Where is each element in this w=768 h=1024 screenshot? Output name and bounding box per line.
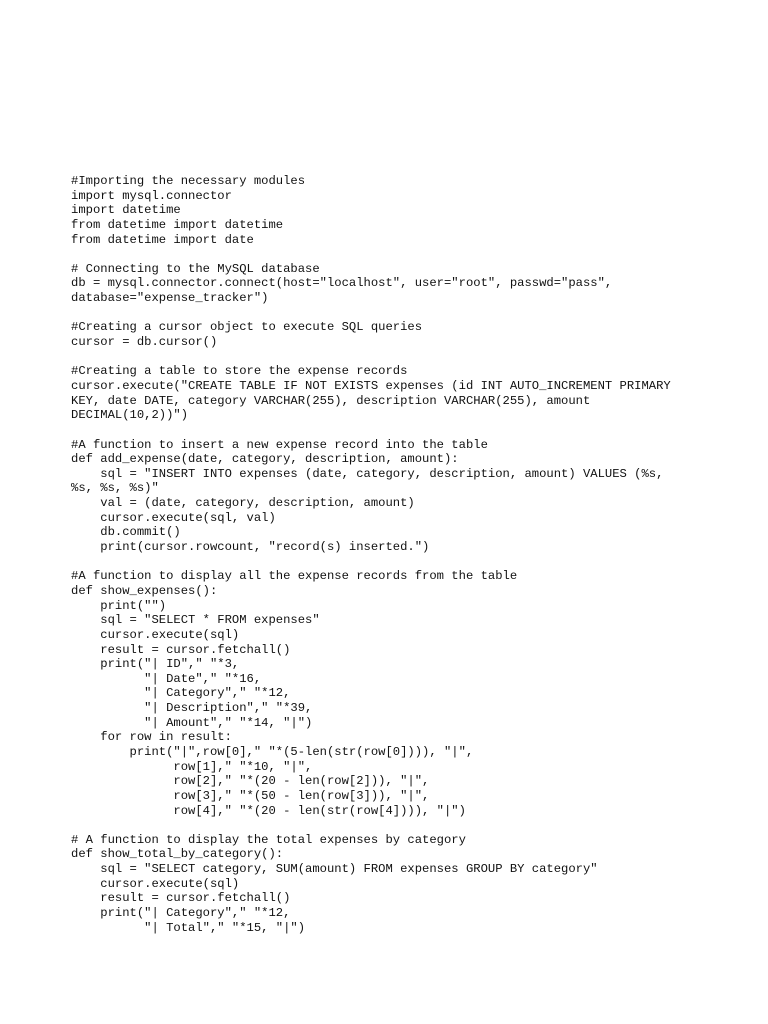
code-line — [71, 350, 751, 365]
code-line — [71, 423, 751, 438]
code-line: KEY, date DATE, category VARCHAR(255), description VARCHAR(255), amount — [71, 393, 591, 408]
code-line: %s, %s, %s)" — [71, 481, 159, 496]
code-line: #Creating a table to store the expense records — [71, 364, 408, 379]
code-line: print("|",row[0]," "*(5-len(str(row[0]))), "|", — [71, 744, 474, 759]
code-line: cursor.execute(sql) — [71, 876, 240, 891]
code-line: # A function to display the total expenses by category — [71, 832, 466, 847]
code-line: "| Description"," "*39, — [71, 701, 313, 716]
code-line: cursor = db.cursor() — [71, 335, 218, 350]
code-line: cursor.execute(sql, val) — [71, 510, 276, 525]
code-line: print(cursor.rowcount, "record(s) inserted.") — [71, 540, 430, 555]
code-line — [71, 247, 751, 262]
code-line: #A function to insert a new expense record into the table — [71, 437, 488, 452]
code-line: database="expense_tracker") — [71, 291, 269, 306]
code-line: import datetime — [71, 203, 181, 218]
code-line: #Importing the necessary modules — [71, 174, 306, 188]
code-line: result = cursor.fetchall() — [71, 891, 291, 906]
code-line: sql = "SELECT * FROM expenses" — [71, 613, 320, 628]
code-line: from datetime import date — [71, 232, 254, 247]
code-line: row[2]," "*(20 - len(row[2])), "|", — [71, 774, 430, 789]
code-line: "| Date"," "*16, — [71, 671, 262, 686]
code-line: from datetime import datetime — [71, 217, 284, 232]
code-line: # Connecting to the MySQL database — [71, 261, 320, 276]
code-line: print("") — [71, 598, 167, 613]
code-line: db.commit() — [71, 525, 181, 540]
code-line: row[1]," "*10, "|", — [71, 759, 313, 774]
code-line: cursor.execute(sql) — [71, 627, 240, 642]
code-line: result = cursor.fetchall() — [71, 642, 291, 657]
code-line: for row in result: — [71, 730, 232, 745]
code-line: print("| ID"," "*3, — [71, 657, 240, 672]
code-line: DECIMAL(10,2))") — [71, 408, 189, 423]
code-line: "| Amount"," "*14, "|") — [71, 715, 313, 730]
code-line: print("| Category"," "*12, — [71, 906, 291, 921]
code-line: import mysql.connector — [71, 188, 232, 203]
code-line: cursor.execute("CREATE TABLE IF NOT EXISTS expenses (id INT AUTO_INCREMENT PRIMARY — [71, 378, 671, 393]
code-line: db = mysql.connector.connect(host="localhost", user="root", passwd="pass", — [71, 276, 613, 291]
code-line: "| Total"," "*15, "|") — [71, 920, 306, 935]
code-line: sql = "INSERT INTO expenses (date, category, description, amount) VALUES (%s, — [71, 466, 664, 481]
code-line — [71, 818, 751, 833]
code-line: def show_total_by_category(): — [71, 847, 284, 862]
code-line: "| Category"," "*12, — [71, 686, 291, 701]
code-line: #Creating a cursor object to execute SQL queries — [71, 320, 423, 335]
code-line: def add_expense(date, category, description, amount): — [71, 452, 459, 467]
code-line: def show_expenses(): — [71, 583, 218, 598]
code-line: sql = "SELECT category, SUM(amount) FROM expenses GROUP BY category" — [71, 862, 598, 877]
code-line: #A function to display all the expense records from the table — [71, 569, 518, 584]
code-line: row[4]," "*(20 - len(str(row[4]))), "|") — [71, 803, 466, 818]
code-line — [71, 555, 751, 570]
code-listing — [71, 174, 751, 935]
code-line: row[3]," "*(50 - len(row[3])), "|", — [71, 788, 430, 803]
code-line — [71, 306, 751, 321]
code-line: val = (date, category, description, amount) — [71, 496, 415, 511]
